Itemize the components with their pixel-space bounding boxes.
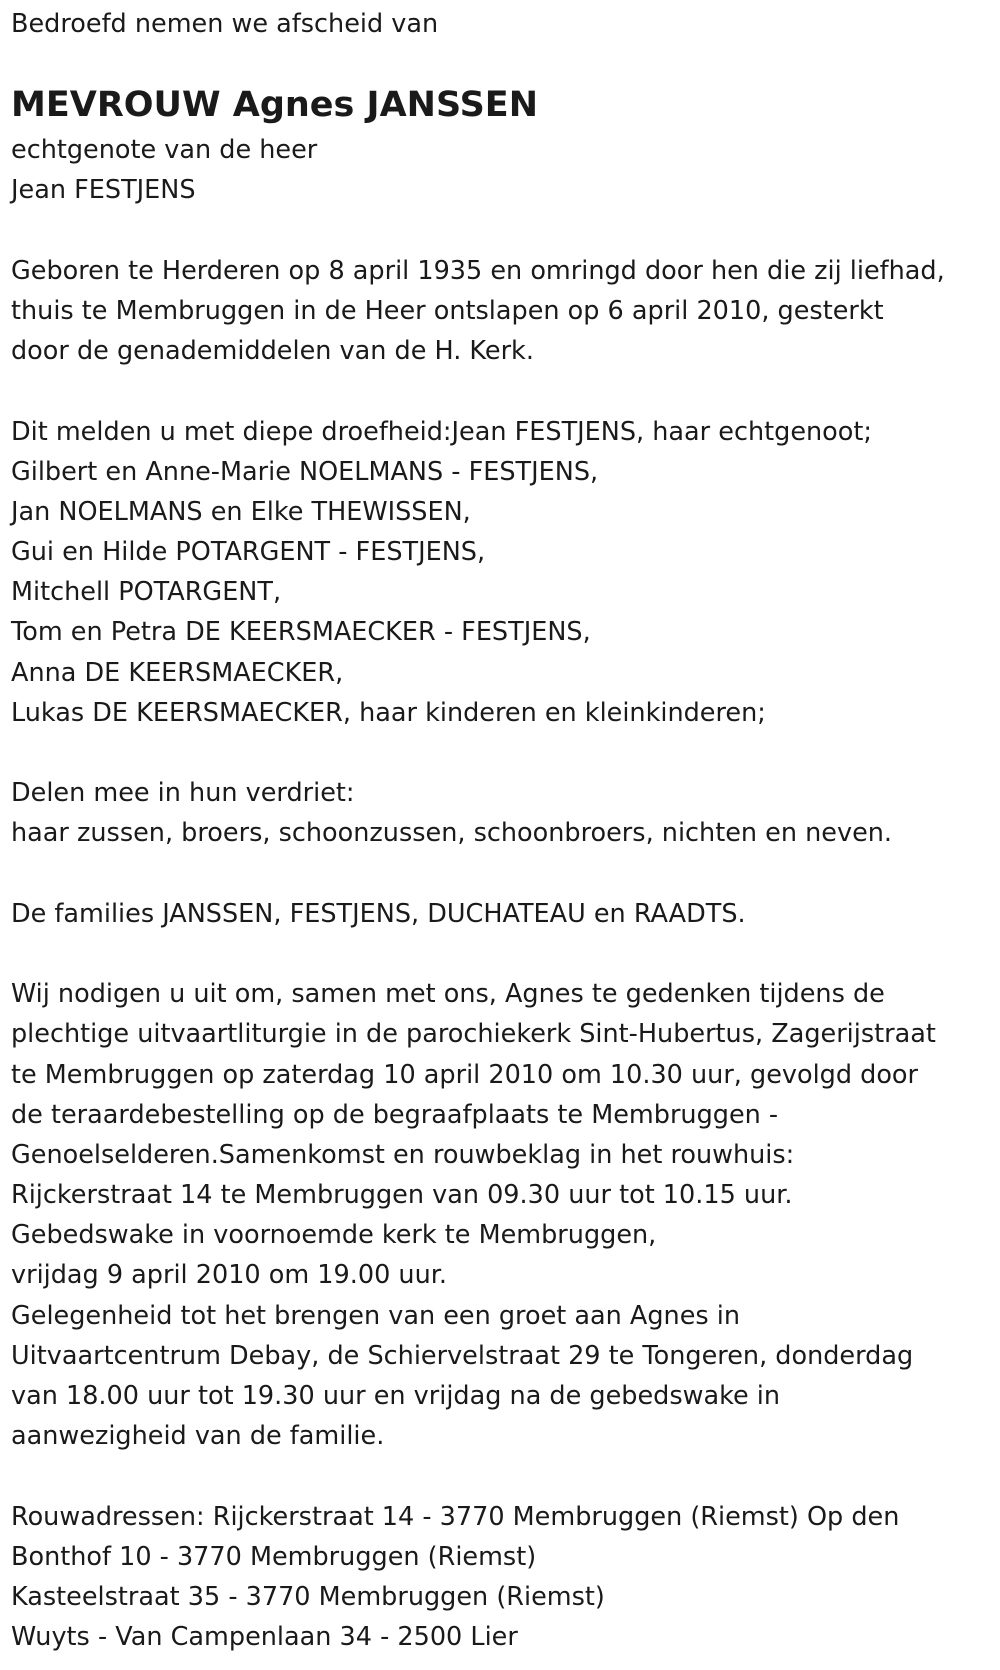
address-line: Wuyts - Van Campenlaan 34 - 2500 Lier (11, 1622, 518, 1653)
paragraph-line: Rijckerstraat 14 te Membruggen van 09.30 uur tot 10.15 uur. (11, 1180, 793, 1211)
family-line: Jan NOELMANS en Elke THEWISSEN, (11, 496, 471, 527)
paragraph-line: Wij nodigen u uit om, samen met ons, Agnes te gedenken tijdens de (11, 979, 885, 1010)
paragraph-line: van 18.00 uur tot 19.30 uur en vrijdag na de gebedswake in (11, 1381, 781, 1411)
family-line: Gilbert en Anne-Marie NOELMANS - FESTJENS, (11, 456, 599, 487)
birth-death-paragraph (11, 251, 996, 372)
paragraph-line: thuis te Membruggen in de Heer ontslapen op 6 april 2010, gesterkt (11, 295, 884, 326)
spacer (11, 733, 996, 773)
paragraph-line: de teraardebestelling op de begraafplaats te Membruggen - (11, 1099, 779, 1130)
family-list (11, 412, 996, 734)
family-line: Gui en Hilde POTARGENT - FESTJENS, (11, 537, 486, 568)
paragraph-line: Uitvaartcentrum Debay, de Schiervelstraat 29 te Tongeren, donderdag (11, 1340, 914, 1371)
spacer (11, 1456, 996, 1496)
paragraph-line: door de genademiddelen van de H. Kerk. (11, 336, 534, 367)
paragraph-line: aanwezigheid van de familie. (11, 1421, 385, 1452)
paragraph-line: Delen mee in hun verdriet: (11, 778, 355, 809)
paragraph-line: haar zussen, broers, schoonzussen, schoonbroers, nichten en neven. (11, 818, 893, 849)
paragraph-line: Genoelselderen.Samenkomst en rouwbeklag in het rouwhuis: (11, 1139, 795, 1170)
family-line: Mitchell POTARGENT, (11, 577, 282, 608)
paragraph-line: Gelegenheid tot het brengen van een groet aan Agnes in (11, 1300, 741, 1331)
spacer (11, 371, 996, 411)
family-line: Anna DE KEERSMAECKER, (11, 657, 344, 688)
deceased-name: MEVROUW Agnes JANSSEN (11, 85, 538, 126)
address-line: Rouwadressen: Rijckerstraat 14 - 3770 Membruggen (Riemst) Op den (11, 1501, 900, 1532)
address-line: Bonthof 10 - 3770 Membruggen (Riemst) (11, 1541, 537, 1572)
family-line: Dit melden u met diepe droefheid:Jean FESTJENS, haar echtgenoot; (11, 416, 872, 447)
paragraph-line: te Membruggen op zaterdag 10 april 2010 om 10.30 uur, gevolgd door (11, 1059, 919, 1090)
addresses-paragraph (11, 1497, 996, 1658)
obituary-notice (11, 4, 996, 1657)
ceremony-paragraph (11, 974, 996, 1456)
families-line: De families JANSSEN, FESTJENS, DUCHATEAU en RAADTS. (11, 898, 746, 929)
intro-text: Bedroefd nemen we afscheid van (11, 9, 439, 39)
spacer (11, 854, 996, 894)
family-line: Lukas DE KEERSMAECKER, haar kinderen en kleinkinderen; (11, 697, 766, 728)
spacer (11, 934, 996, 974)
family-line: Tom en Petra DE KEERSMAECKER - FESTJENS, (11, 617, 591, 648)
paragraph-line: plechtige uitvaartliturgie in de parochiekerk Sint-Hubertus, Zagerijstraat (11, 1019, 936, 1050)
spouse-relation: echtgenote van de heer (11, 135, 318, 166)
sharing-paragraph (11, 773, 996, 853)
spacer (11, 211, 996, 251)
spouse-block (11, 130, 996, 210)
address-line: Kasteelstraat 35 - 3770 Membruggen (Riemst) (11, 1581, 605, 1612)
paragraph-line: vrijdag 9 april 2010 om 19.00 uur. (11, 1260, 447, 1291)
spouse-name: Jean FESTJENS (11, 175, 196, 206)
paragraph-line: Geboren te Herderen op 8 april 1935 en omringd door hen die zij liefhad, (11, 255, 945, 286)
paragraph-line: Gebedswake in voornoemde kerk te Membruggen, (11, 1220, 657, 1251)
